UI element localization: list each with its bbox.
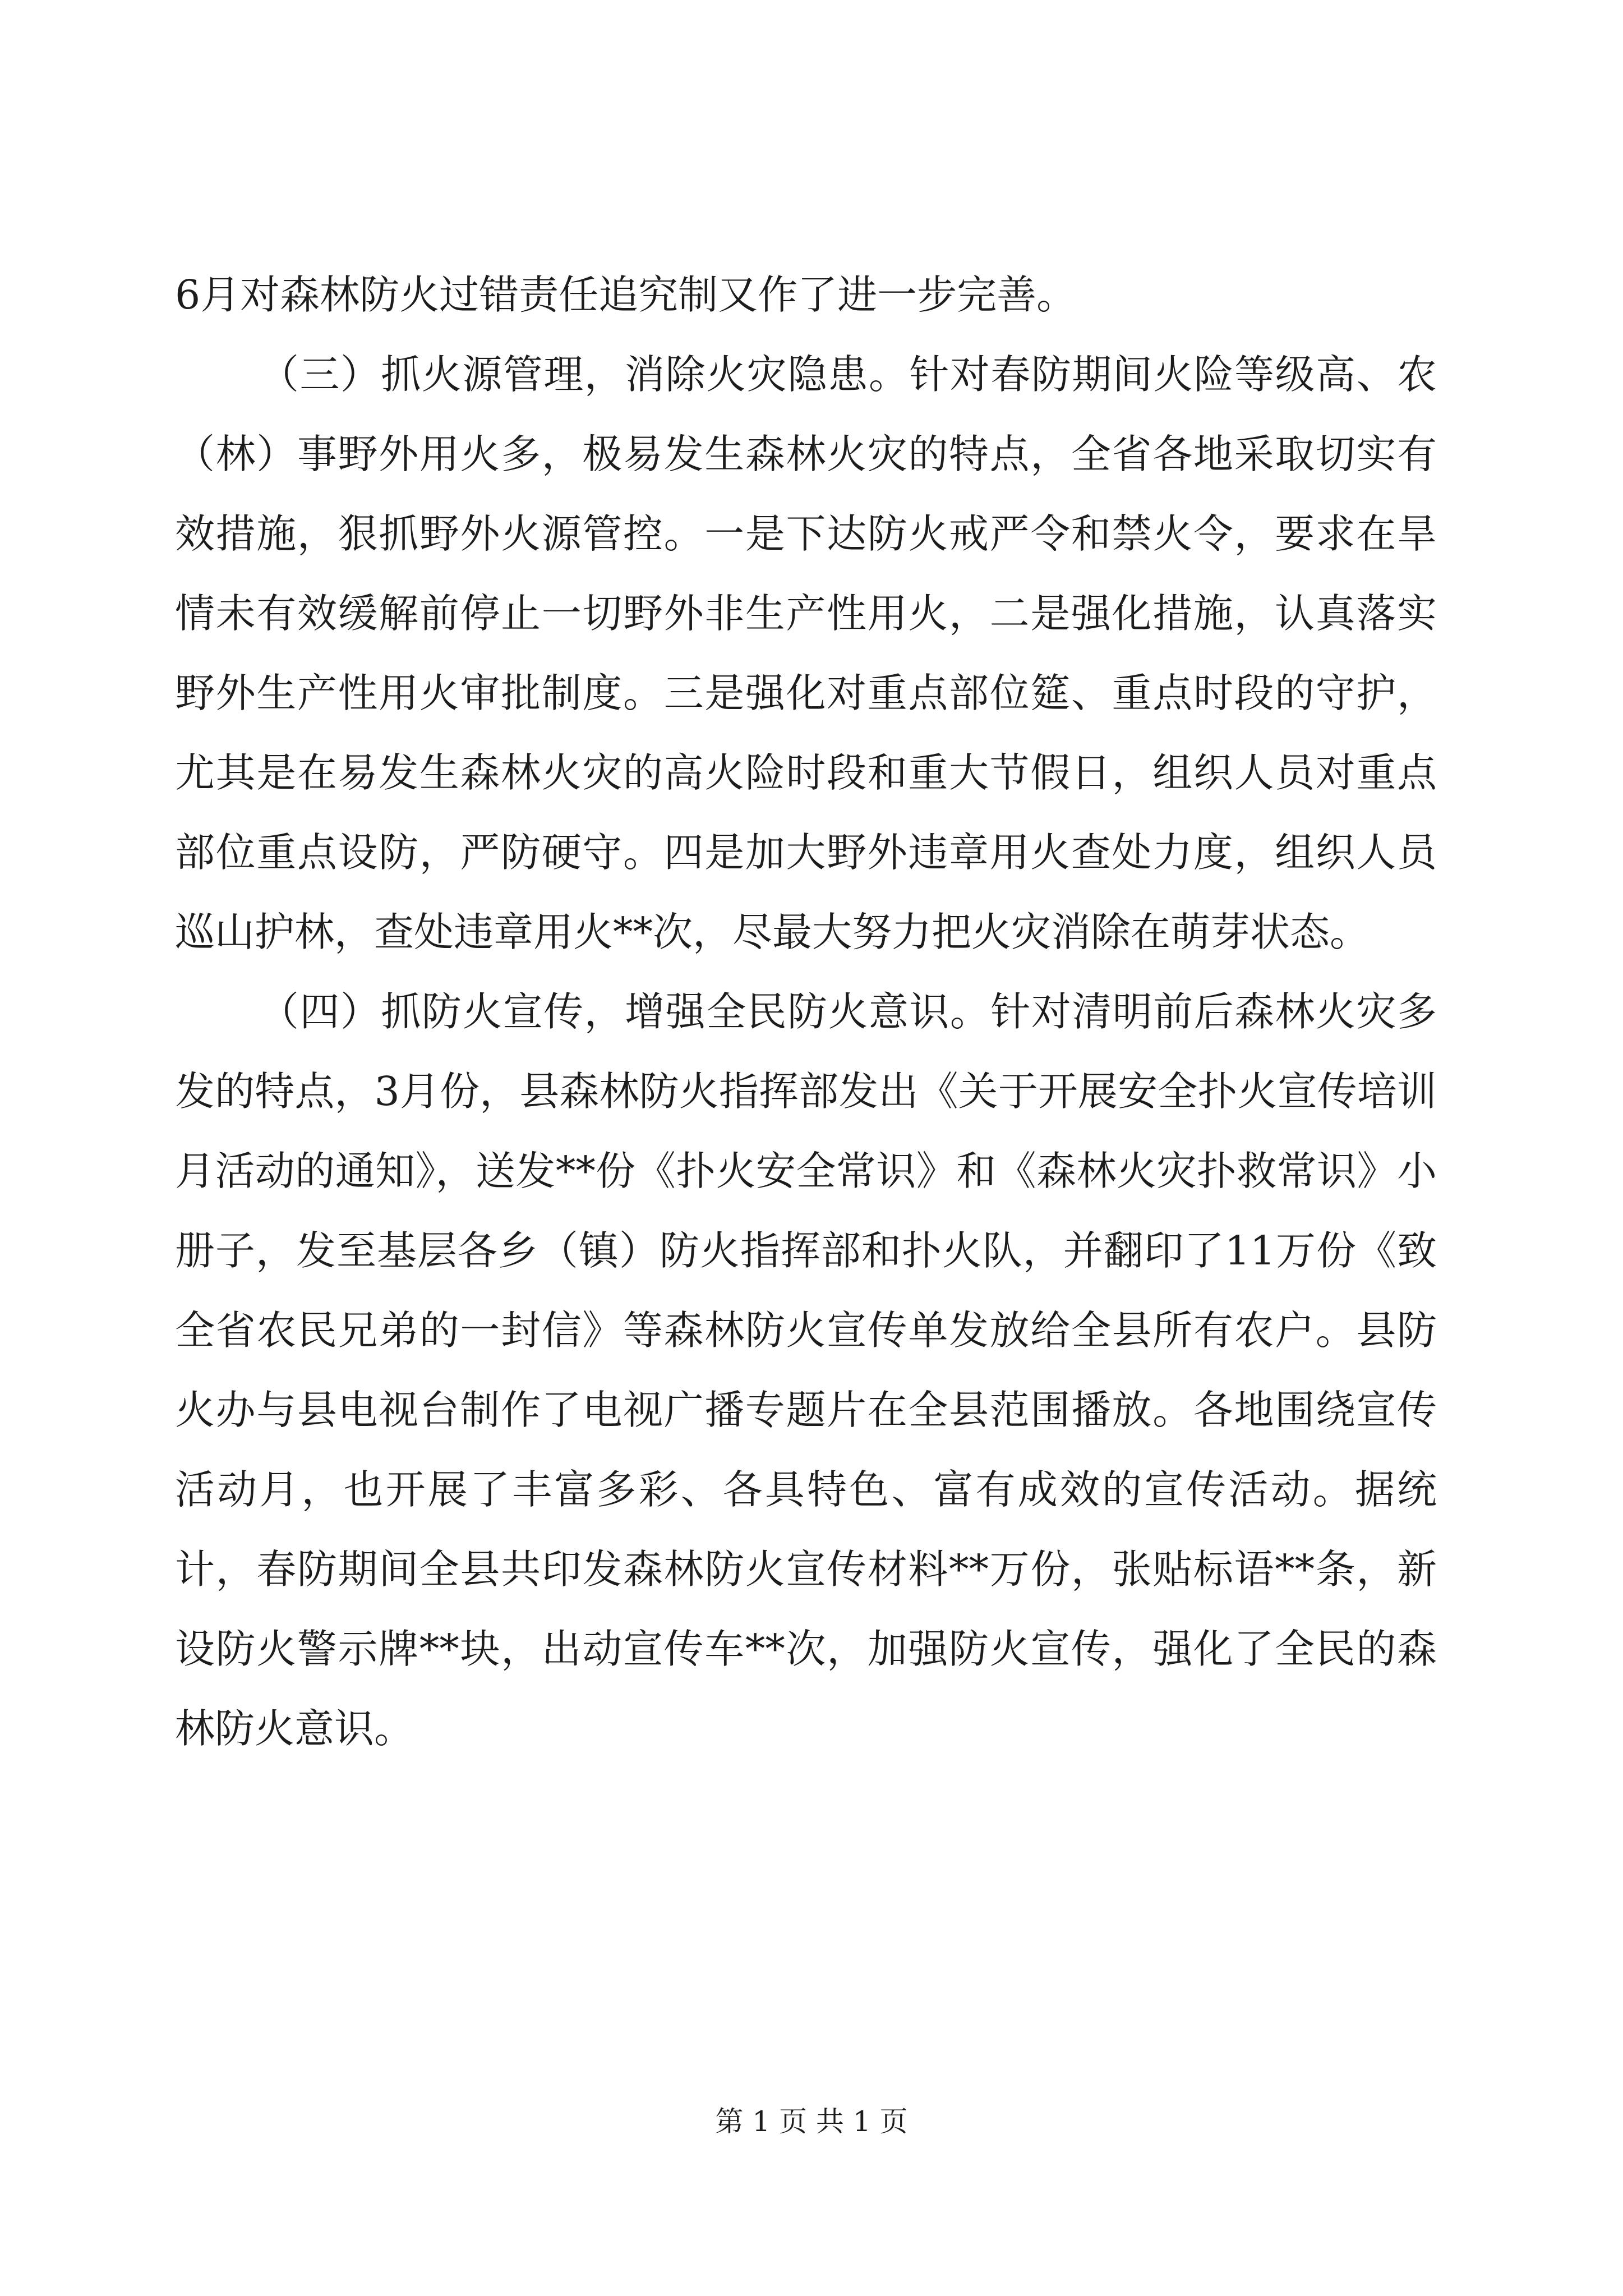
paragraph-fire-source-management: （三）抓火源管理，消除火灾隐患。针对春防期间火险等级高、农（林）事野外用火多，极易发生森林火灾的特点，全省各地采取切实有效措施，狠抓野外火源管控。一是下达防火戒严令和禁火令，要求在旱情未有效缓解前停止一切野外非生产性用火，二是强化措施，认真落实野外生产性用火审批制度。三是强化对重点部位筵、重点时段的守护，尤其是在易发生森林火灾的高火险时段和重大节假日，组织人员对重点部位重点设防，严防硬守。四是加大野外违章用火查处力度，组织人员巡山护林，查处违章用火**次，尽最大努力把火灾消除在萌芽状态。 xyxy=(175,351,1437,955)
paragraph-continuation: 6月对森林防火过错责任追究制又作了进一步完善。 xyxy=(175,272,1077,318)
page-footer: 第 1 页 共 1 页 xyxy=(715,2105,908,2138)
paragraph-fire-prevention-publicity: （四）抓防火宣传，增强全民防火意识。针对清明前后森林火灾多发的特点，3月份，县森林防火指挥部发出《关于开展安全扑火宣传培训月活动的通知》，送发**份《扑火安全常识》和《森林火灾扑救常识》小册子，发至基层各乡（镇）防火指挥部和扑火队，并翻印了11万份《致全省农民兄弟的一封信》等森林防火宣传单发放给全县所有农户。县防火办与县电视台制作了电视广播专题片在全县范围播放。各地围绕宣传活动月，也开展了丰富多彩、各具特色、富有成效的宣传活动。据统计，春防期间全县共印发森林防火宣传材料**万份，张贴标语**条，新设防火警示牌**块，出动宣传车**次，加强防火宣传，强化了全民的森林防火意识。 xyxy=(175,988,1437,1752)
body-text xyxy=(175,255,1437,1769)
